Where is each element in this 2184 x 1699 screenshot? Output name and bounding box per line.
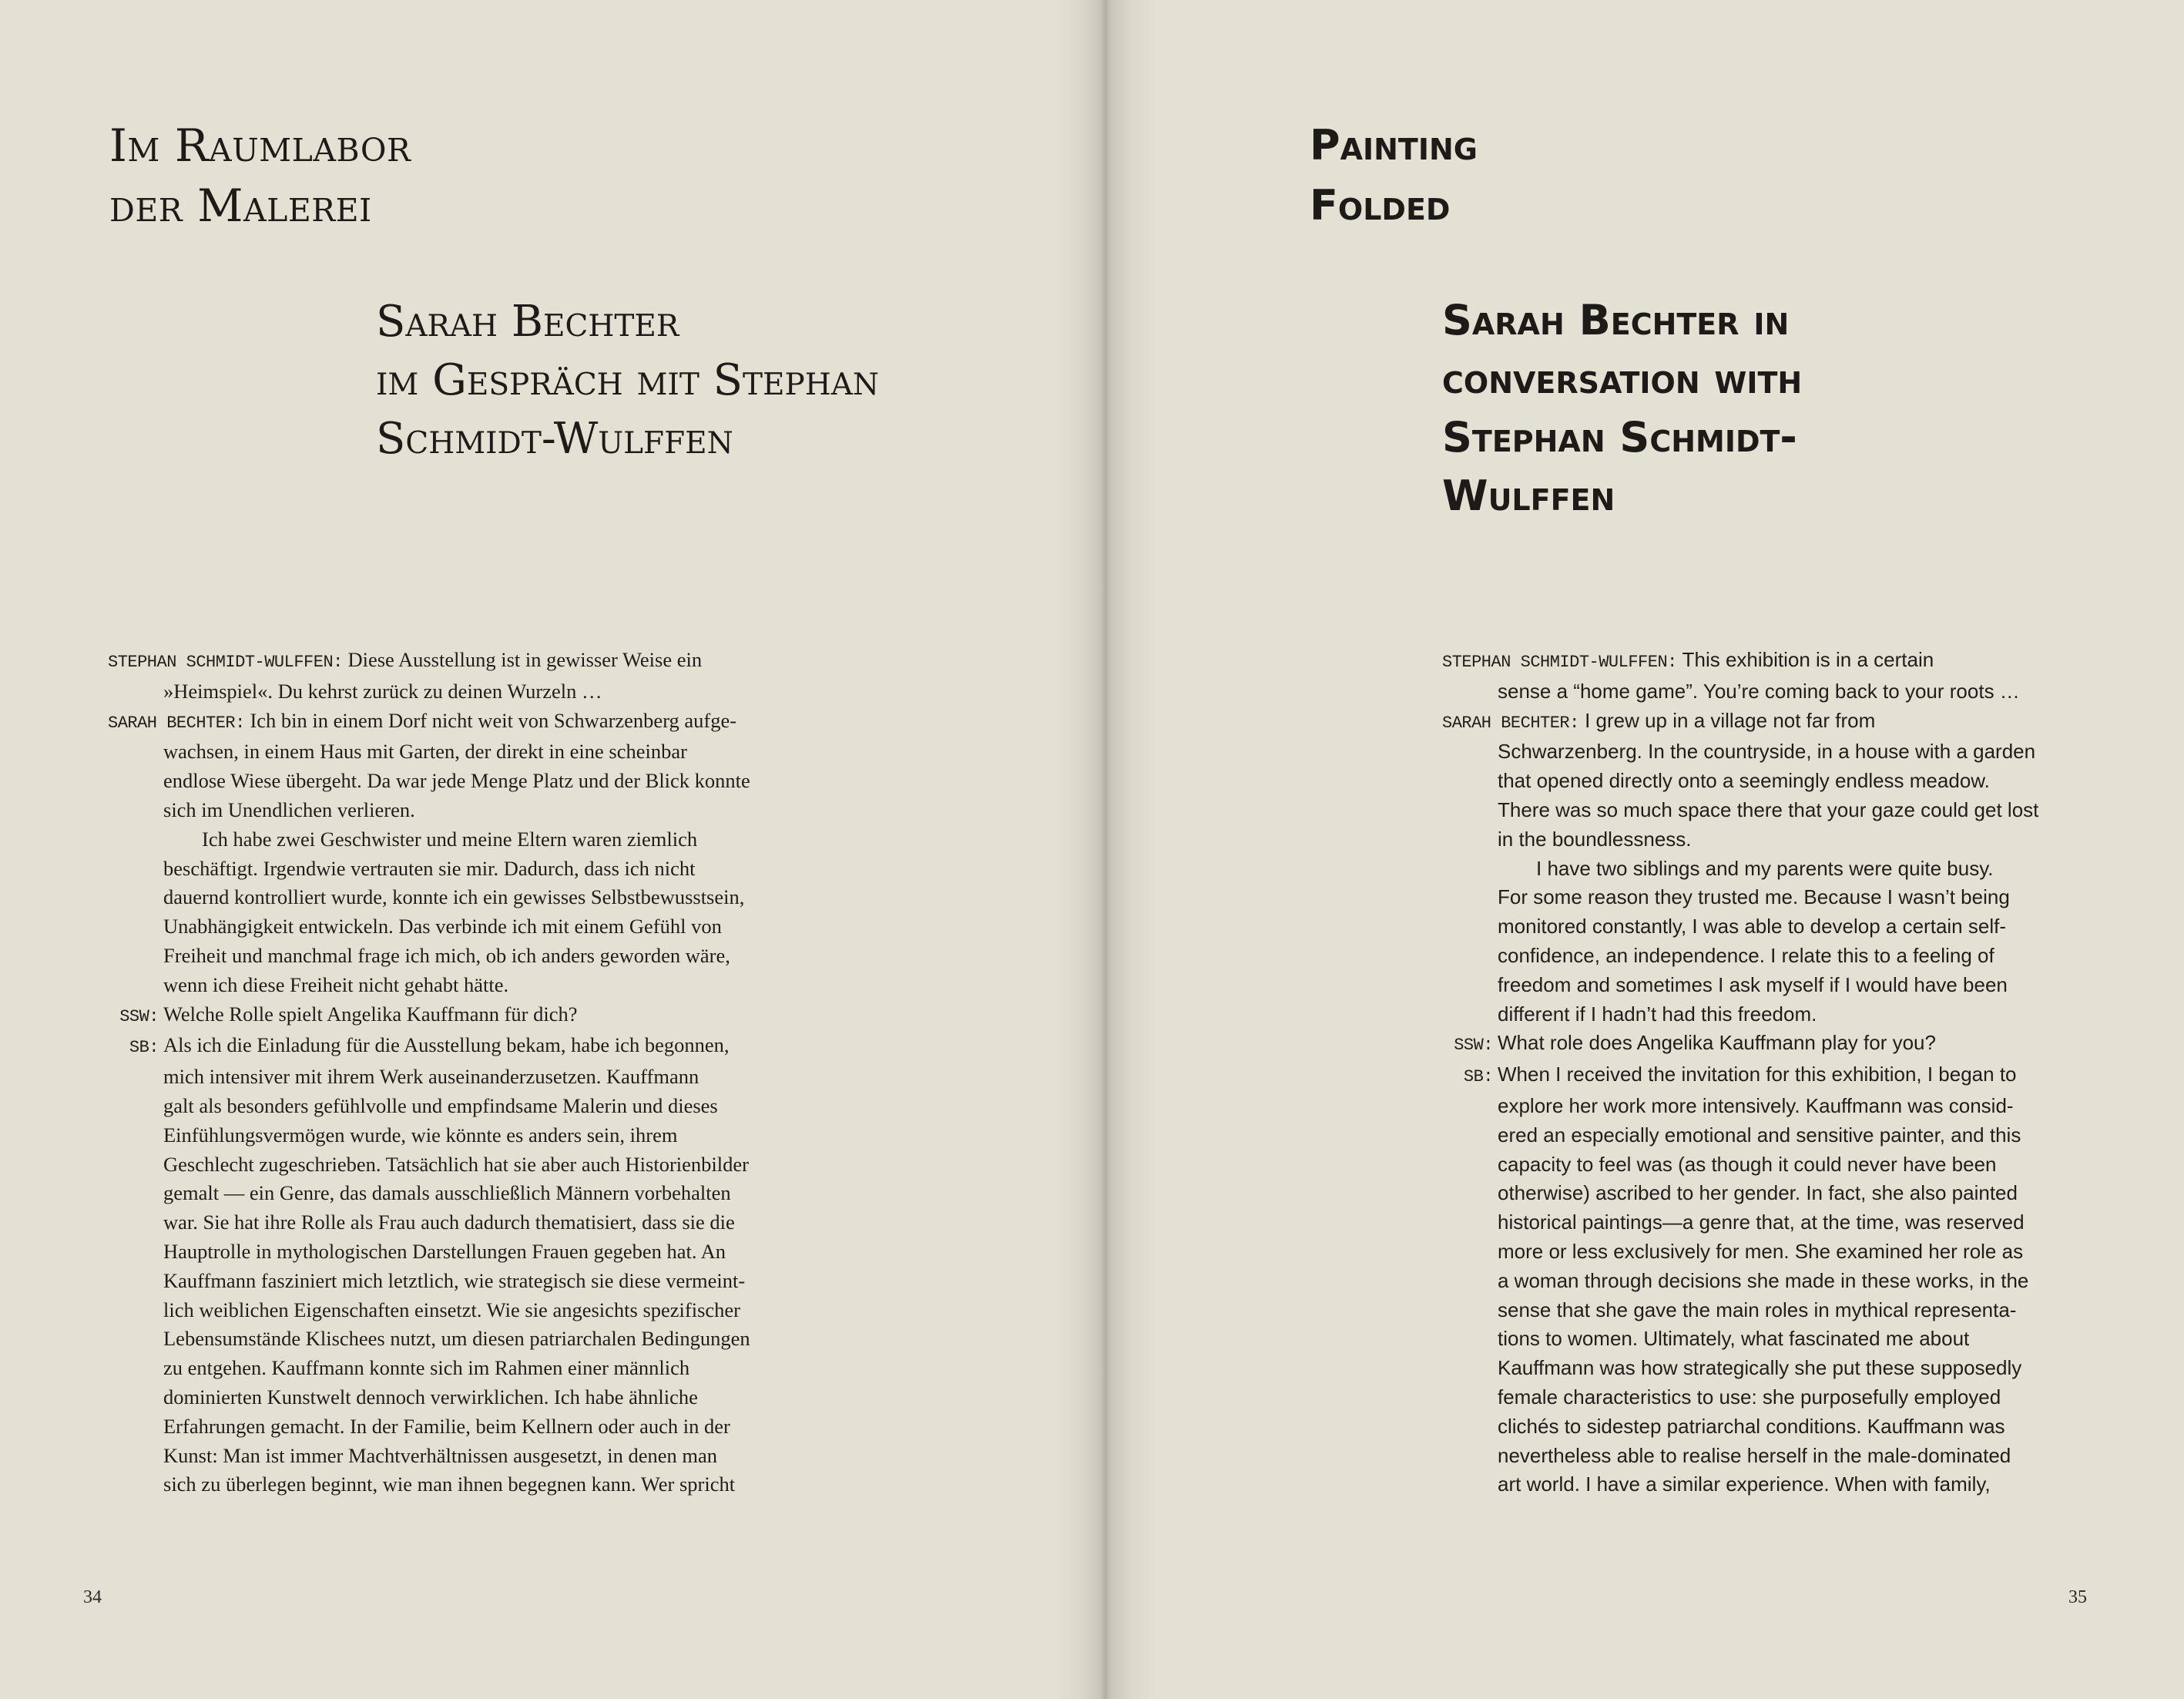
right-page-title	[1310, 116, 1478, 236]
body-line: different if I hadn’t had this freedom.	[1498, 1002, 1817, 1026]
subtitle-line: im Gespräch mit Stephan	[376, 355, 880, 405]
body-line: historical paintings—a genre that, at the time, was reserved	[1498, 1210, 2025, 1234]
body-line: Einfühlungsvermögen wurde, wie könnte es anders sein, ihrem	[163, 1123, 678, 1147]
body-line: There was so much space there that your gaze could get lost	[1498, 797, 2039, 821]
body-line: ered an especially emotional and sensitive painter, and this	[1498, 1123, 2021, 1147]
line-text: What role does Angelika Kauffmann play for you?	[1498, 1031, 1936, 1055]
speaker-label: SB:	[129, 1038, 159, 1058]
speaker-label: SSW:	[119, 1006, 159, 1026]
page-number: 35	[2068, 1587, 2087, 1607]
title-line: Folded	[1310, 181, 1451, 230]
body-line: Kauffmann fasziniert mich letztlich, wie strategisch sie diese vermeint-	[163, 1268, 746, 1292]
body-line: nevertheless able to realise herself in the male-dominated	[1498, 1443, 2011, 1467]
title-line: der Malerei	[109, 180, 372, 232]
body-line: »Heimspiel«. Du kehrst zurück zu deinen Wurzeln …	[163, 679, 602, 703]
right-page-subtitle	[1442, 291, 1802, 525]
speaker-name: SARAH BECHTER:	[1442, 713, 1579, 733]
subtitle-line: conversation with	[1442, 354, 1803, 403]
body-line	[108, 646, 786, 677]
body-line: zu entgehen. Kauffmann konnte sich im Rahmen einer männlich	[163, 1356, 690, 1380]
body-line: war. Sie hat ihre Rolle als Frau auch dadurch thematisiert, dass sie die	[163, 1210, 735, 1234]
body-line: that opened directly onto a seemingly endless meadow.	[1498, 769, 1990, 793]
speaker-label: SSW:	[1454, 1036, 1493, 1056]
body-line	[103, 1000, 786, 1032]
speaker-name: SARAH BECHTER:	[108, 713, 245, 733]
body-line: Unabhängigkeit entwickeln. Das verbinde ich mit einem Gefühl von	[163, 915, 722, 938]
body-line: endlose Wiese übergeht. Da war jede Menge Platz und der Blick konnte	[163, 769, 750, 793]
body-line: monitored constantly, I was able to develop a certain self-	[1498, 915, 2006, 938]
body-line: dauernd kontrolliert wurde, konnte ich ein gewisses Selbstbewusstsein,	[163, 885, 745, 909]
body-line	[1442, 707, 2074, 738]
line-text: This exhibition is in a certain	[1676, 648, 1934, 671]
line-text: I grew up in a village not far from	[1578, 708, 1876, 732]
right-page	[1090, 0, 2184, 1699]
speaker-name: STEPHAN SCHMIDT-WULFFEN:	[108, 653, 343, 672]
body-line: For some reason they trusted me. Because I wasn’t being	[1498, 885, 2010, 909]
line-text: Als ich die Einladung für die Ausstellung bekam, habe ich begonnen,	[163, 1033, 730, 1057]
body-line	[1438, 1029, 2074, 1060]
body-line: beschäftigt. Irgendwie vertrauten sie mir. Dadurch, dass ich nicht	[163, 856, 696, 880]
body-line	[103, 1031, 786, 1063]
line-text: Diese Ausstellung ist in gewisser Weise ein	[342, 648, 703, 671]
subtitle-line: Schmidt-Wulffen	[376, 414, 733, 464]
right-page-body	[1442, 646, 2074, 1499]
body-line	[108, 707, 786, 738]
body-line: Kunst: Man ist immer Machtverhältnissen ausgesetzt, in denen man	[163, 1443, 718, 1467]
body-line: more or less exclusively for men. She examined her role as	[1498, 1239, 2024, 1263]
page-number: 34	[83, 1587, 102, 1607]
body-line: in the boundlessness.	[1498, 827, 1692, 851]
body-line: wenn ich diese Freiheit nicht gehabt hätte.	[163, 972, 509, 996]
body-line: mich intensiver mit ihrem Werk auseinanderzusetzen. Kauffmann	[163, 1065, 699, 1089]
body-line: sich im Unendlichen verlieren.	[163, 797, 415, 821]
left-page-subtitle	[376, 293, 879, 468]
body-line: otherwise) ascribed to her gender. In fact, she also painted	[1498, 1181, 2018, 1205]
body-line: Lebensumstände Klischees nutzt, um diesen patriarchalen Bedingungen	[163, 1327, 750, 1351]
body-line: Ich habe zwei Geschwister und meine Eltern waren ziemlich	[202, 827, 698, 851]
subtitle-line: Sarah Bechter in	[1442, 296, 1790, 344]
subtitle-line: Wulffen	[1442, 472, 1615, 520]
body-line: female characteristics to use: she purposefully employed	[1498, 1385, 2001, 1409]
left-page-title	[109, 116, 411, 236]
body-line: a woman through decisions she made in these works, in the	[1498, 1268, 2029, 1292]
body-line: confidence, an independence. I relate this to a feeling of	[1498, 943, 1994, 967]
body-line: lich weiblichen Eigenschaften einsetzt. Wie sie angesichts spezifischer	[163, 1298, 741, 1321]
body-line: dominierten Kunstwelt dennoch verwirklichen. Ich habe ähnliche	[163, 1385, 698, 1409]
body-line: sense that she gave the main roles in mythical representa-	[1498, 1298, 2017, 1321]
left-page-body	[108, 646, 786, 1499]
body-line: art world. I have a similar experience. When with family,	[1498, 1472, 1991, 1496]
body-line: Schwarzenberg. In the countryside, in a house with a garden	[1498, 740, 2036, 764]
subtitle-line: Sarah Bechter	[376, 297, 679, 347]
body-line	[1442, 646, 2074, 677]
body-line: sich zu überlegen beginnt, wie man ihnen begegnen kann. Wer spricht	[163, 1472, 736, 1496]
title-line: Im Raumlabor	[109, 119, 411, 172]
body-line: explore her work more intensively. Kauffmann was consid-	[1498, 1093, 2014, 1117]
body-line: galt als besonders gefühlvolle und empfindsame Malerin und dieses	[163, 1093, 718, 1117]
body-line: sense a “home game”. You’re coming back to your roots …	[1498, 679, 2020, 703]
body-line: Kauffmann was how strategically she put these supposedly	[1498, 1356, 2022, 1380]
body-line: capacity to feel was (as though it could never have been	[1498, 1152, 1997, 1176]
line-text: When I received the invitation for this exhibition, I began to	[1498, 1063, 2017, 1086]
body-line: I have two siblings and my parents were quite busy.	[1536, 856, 1994, 880]
body-line: Erfahrungen gemacht. In der Familie, beim Kellnern oder auch in der	[163, 1414, 730, 1438]
body-line	[1438, 1060, 2074, 1092]
speaker-label: SB:	[1463, 1067, 1493, 1087]
body-line: freedom and sometimes I ask myself if I would have been	[1498, 972, 2008, 996]
body-line: Freiheit und manchmal frage ich mich, ob ich anders geworden wäre,	[163, 943, 730, 967]
body-line: wachsen, in einem Haus mit Garten, der direkt in eine scheinbar	[163, 740, 687, 764]
title-line: Painting	[1310, 121, 1478, 170]
line-text: Welche Rolle spielt Angelika Kauffmann für dich?	[163, 1002, 578, 1026]
body-line: clichés to sidestep patriarchal conditions. Kauffmann was	[1498, 1414, 2005, 1438]
left-page	[0, 0, 1090, 1699]
body-line: Geschlecht zugeschrieben. Tatsächlich hat sie aber auch Historienbilder	[163, 1152, 749, 1176]
body-line: Hauptrolle in mythologischen Darstellungen Frauen gegeben hat. An	[163, 1239, 726, 1263]
speaker-name: STEPHAN SCHMIDT-WULFFEN:	[1442, 653, 1677, 672]
body-line: tions to women. Ultimately, what fascinated me about	[1498, 1327, 1970, 1351]
line-text: Ich bin in einem Dorf nicht weit von Schwarzenberg aufge-	[244, 708, 737, 732]
subtitle-line: Stephan Schmidt-	[1442, 413, 1797, 462]
body-line: gemalt — ein Genre, das damals ausschließlich Männern vorbehalten	[163, 1181, 731, 1205]
